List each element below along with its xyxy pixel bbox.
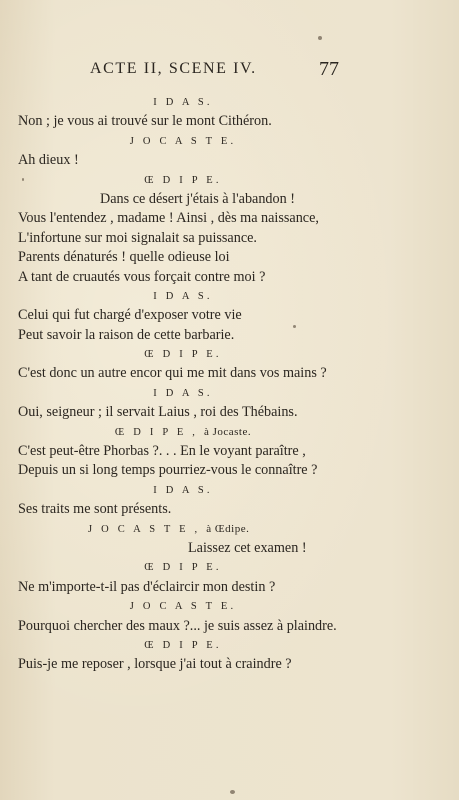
speaker-name: Œ D I P E , — [114, 426, 199, 438]
verse-line: Vous l'entendez , madame ! Ainsi , dès ma naissance, — [18, 210, 319, 227]
verse-line: Ah dieux ! — [18, 152, 79, 169]
verse-line: Depuis un si long temps pourriez-vous le connaître ? — [18, 462, 318, 479]
foxing-spot — [230, 790, 235, 794]
verse-line: L'infortune sur moi signalait sa puissance. — [18, 229, 257, 246]
verse-line: Laissez cet examen ! — [188, 539, 307, 556]
verse-line: Ne m'importe-t-il pas d'éclaircir mon destin ? — [18, 578, 276, 595]
speaker-oedipe: Œ D I P E. — [144, 639, 222, 651]
speaker-oedipe-stage — [18, 423, 348, 442]
speaker-oedipe: Œ D I P E. — [144, 174, 222, 186]
verse-line: C'est donc un autre encor qui me mit dans vos mains ? — [18, 365, 327, 382]
stage-direction: à Œdipe. — [206, 522, 250, 535]
verse-line: Celui qui fut chargé d'exposer votre vie — [18, 307, 242, 324]
verse-line: Parents dénaturés ! quelle odieuse loi — [18, 249, 230, 266]
speaker-idas: I D A S. — [153, 97, 213, 108]
foxing-spot — [293, 325, 296, 328]
verse-line: Peut savoir la raison de cette barbarie. — [18, 326, 235, 343]
page-header — [0, 58, 459, 82]
speaker-name: J O C A S T E , — [88, 523, 201, 535]
page-number: 77 — [319, 58, 339, 80]
speaker-idas: I D A S. — [153, 387, 213, 399]
speaker-jocaste: J O C A S T E. — [129, 135, 237, 147]
speaker-idas: I D A S. — [153, 290, 213, 302]
foxing-spot — [318, 36, 322, 40]
speaker-oedipe: Œ D I P E. — [144, 562, 222, 574]
speaker-jocaste-stage — [18, 520, 348, 539]
verse-line: C'est peut-être Phorbas ?. . . En le voyant paraître , — [18, 443, 306, 460]
stage-direction: à Jocaste. — [203, 425, 252, 438]
verse-line: Puis-je me reposer , lorsque j'ai tout à craindre ? — [18, 656, 292, 673]
running-head: ACTE II, SCENE IV. — [90, 60, 257, 77]
verse-line: Dans ce désert j'étais à l'abandon ! — [100, 190, 295, 207]
verse-line: A tant de cruautés vous forçait contre moi ? — [18, 268, 266, 285]
speaker-oedipe: Œ D I P E. — [144, 349, 222, 361]
play-text — [18, 93, 348, 675]
verse-line: Non ; je vous ai trouvé sur le mont Cithéron. — [18, 113, 272, 130]
speaker-jocaste: J O C A S T E. — [129, 601, 237, 613]
speaker-idas: I D A S. — [153, 484, 213, 496]
verse-line: Oui, seigneur ; il servait Laius , roi des Thébains. — [18, 404, 298, 421]
verse-line: Ses traits me sont présents. — [18, 501, 172, 518]
verse-line: Pourquoi chercher des maux ?... je suis assez à plaindre. — [18, 617, 337, 634]
foxing-spot — [22, 178, 24, 181]
